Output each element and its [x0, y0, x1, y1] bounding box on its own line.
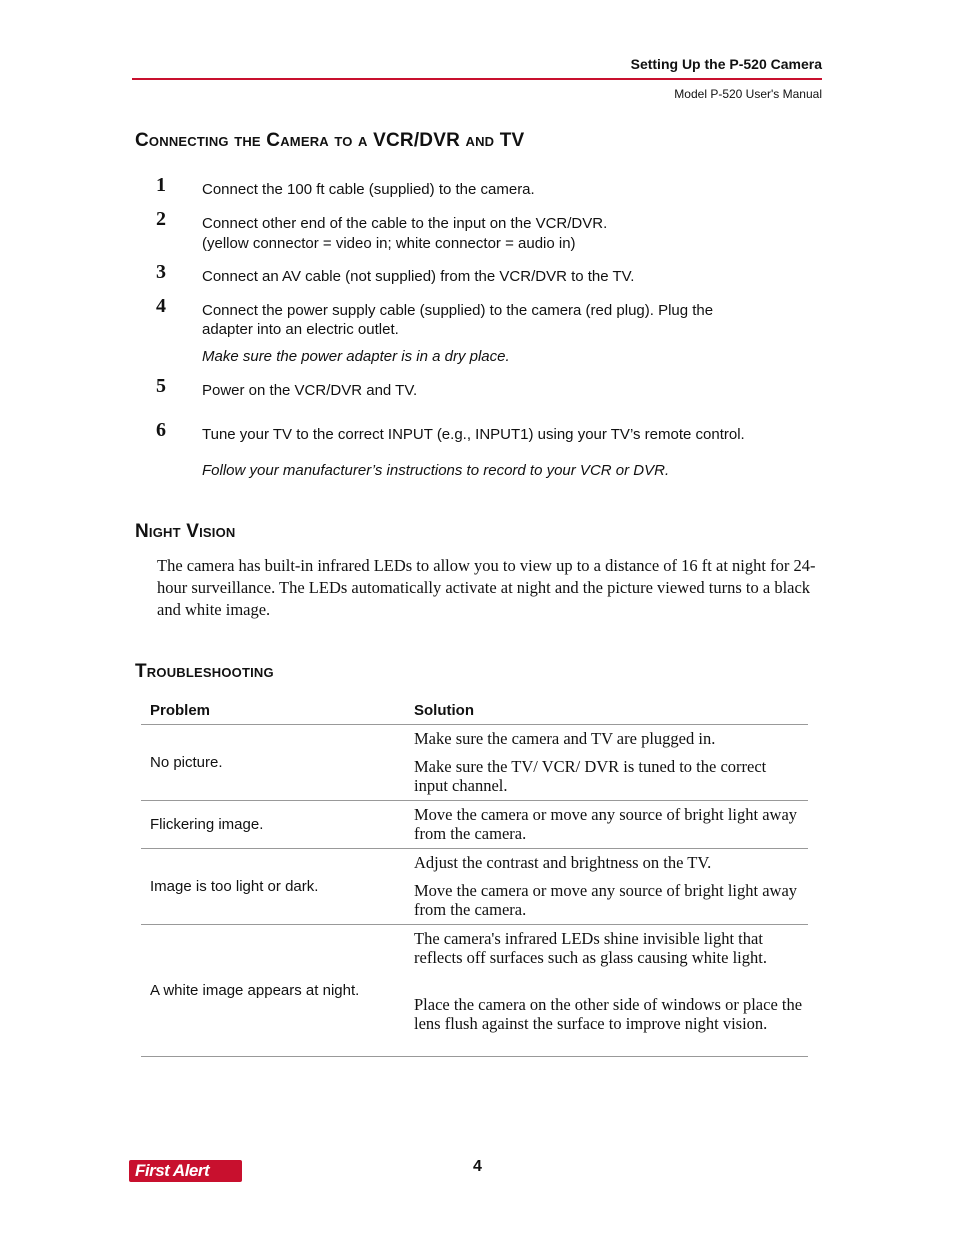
problem-cell: No picture. — [150, 754, 223, 771]
step-text: Connect the 100 ft cable (supplied) to the camera. — [202, 181, 535, 198]
table-rule — [141, 1056, 808, 1057]
step-6-note: Follow your manufacturer’s instructions to record to your VCR or DVR. — [202, 462, 670, 479]
problem-cell: A white image appears at night. — [150, 982, 360, 999]
night-vision-paragraph: The camera has built-in infrared LEDs to allow you to view up to a distance of 16 ft at night for 24-hour surveillance. The LEDs automatically activate at night and the picture viewed turns to a black and white image. — [157, 556, 816, 619]
column-header-problem: Problem — [150, 702, 211, 719]
column-header-solution: Solution — [414, 702, 474, 719]
step-text: Power on the VCR/DVR and TV. — [202, 382, 418, 399]
step-text: (yellow connector = video in; white connector = audio in) — [202, 235, 576, 252]
solution-text: Make sure the camera and TV are plugged in. — [414, 729, 716, 748]
heading-troubleshooting: Troubleshooting — [135, 661, 274, 682]
table-rule — [141, 800, 808, 801]
step-text: Connect the power supply cable (supplied) to the camera (red plug). Plug the — [202, 302, 714, 319]
step-text: adapter into an electric outlet. — [202, 321, 399, 338]
step-text: Connect an AV cable (not supplied) from the VCR/DVR to the TV. — [202, 268, 635, 285]
step-text: Tune your TV to the correct INPUT (e.g., INPUT1) using your TV’s remote control. — [202, 426, 745, 443]
problem-cell: Image is too light or dark. — [150, 878, 319, 895]
solution-text: Adjust the contrast and brightness on the TV. — [414, 853, 712, 872]
logo-text: First Alert — [135, 1161, 210, 1180]
step-number: 3 — [156, 261, 166, 283]
step-number: 6 — [156, 419, 166, 441]
step-number: 2 — [156, 208, 166, 230]
step-text: Connect other end of the cable to the input on the VCR/DVR. — [202, 215, 608, 232]
page-number: 4 — [473, 1158, 482, 1175]
solution-text: Move the camera or move any source of bright light away from the camera. — [414, 881, 798, 919]
solution-text: Make sure the TV/ VCR/ DVR is tuned to the correct input channel. — [414, 757, 767, 795]
step-number: 4 — [156, 295, 166, 317]
solution-text: Move the camera or move any source of bright light away from the camera. — [414, 805, 798, 843]
step-number: 5 — [156, 375, 166, 397]
heading-night-vision: Night Vision — [135, 521, 236, 542]
step-4-note: Make sure the power adapter is in a dry place. — [202, 348, 510, 365]
table-rule — [141, 724, 808, 725]
problem-cell: Flickering image. — [150, 816, 264, 833]
step-number: 1 — [156, 174, 166, 196]
running-header-subtitle: Model P-520 User's Manual — [674, 87, 822, 101]
table-rule — [141, 848, 808, 849]
heading-connecting: Connecting the Camera to a VCR/DVR and TV — [135, 130, 525, 151]
header-rule — [132, 78, 822, 80]
solution-text: Place the camera on the other side of windows or place the lens flush against the surface to improve night vision. — [414, 995, 803, 1033]
first-alert-logo — [129, 1160, 242, 1182]
running-header-title: Setting Up the P-520 Camera — [630, 56, 822, 72]
solution-text: The camera's infrared LEDs shine invisible light that reflects off surfaces such as glass causing white light. — [414, 929, 767, 967]
table-rule — [141, 924, 808, 925]
